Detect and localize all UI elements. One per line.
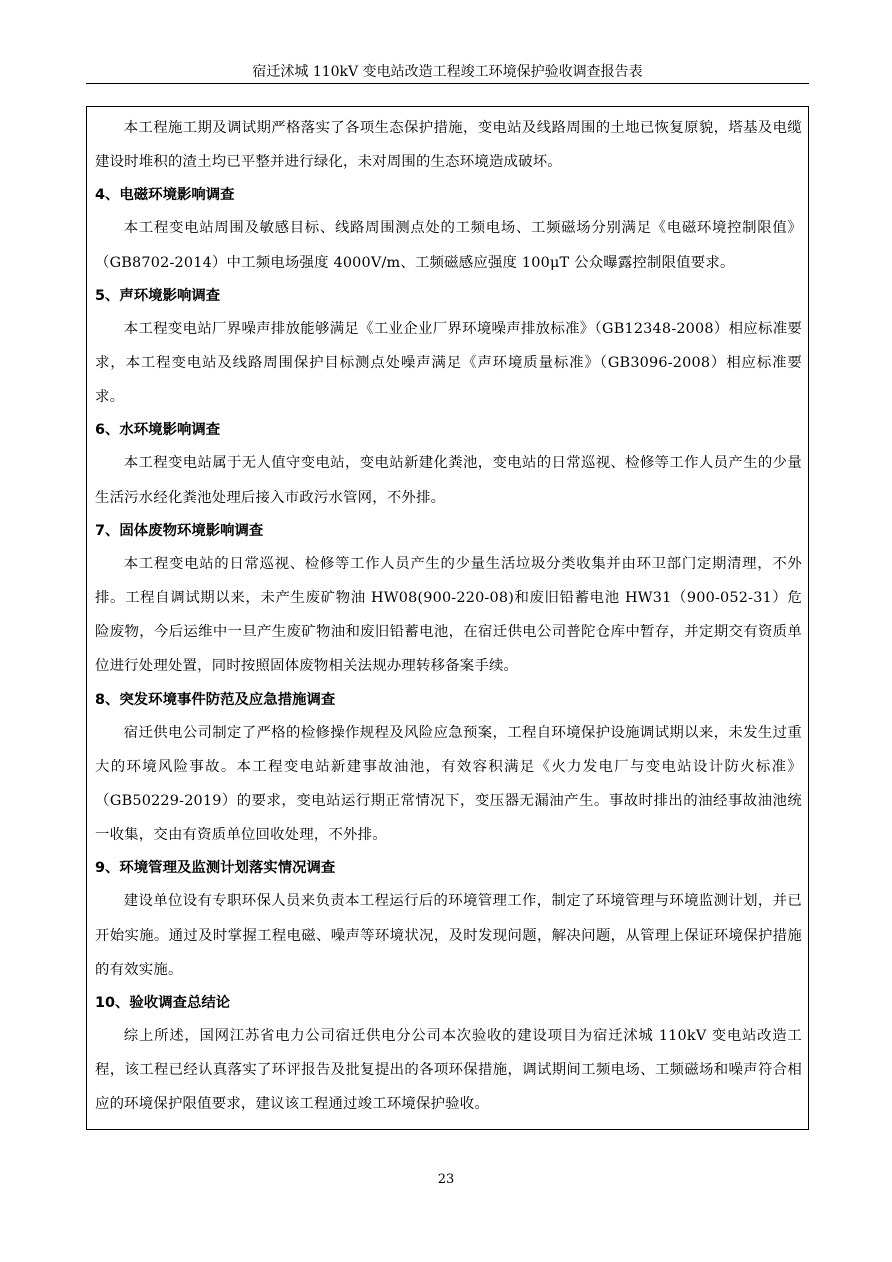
section-heading-emergency: 8、突发环境事件防范及应急措施调查	[95, 691, 336, 708]
section-paragraph-electromagnetic: 本工程变电站周围及敏感目标、线路周围测点处的工频电场、工频磁场分别满足《电磁环境控制限值》（GB8702-2014）中工频电场强度 4000V/m、工频磁感应强度 100μT 公众曝露控制限值要求。	[95, 220, 802, 271]
header-divider	[86, 83, 809, 84]
content-frame	[86, 106, 809, 1130]
section-paragraph-water: 本工程变电站属于无人值守变电站，变电站新建化粪池，变电站的日常巡视、检修等工作人员产生的少量生活污水经化粪池处理后接入市政污水管网，不外排。	[95, 455, 802, 506]
section-paragraph-noise: 本工程变电站厂界噪声排放能够满足《工业企业厂界环境噪声排放标准》（GB12348-2008）相应标准要求，本工程变电站及线路周围保护目标测点处噪声满足《声环境质量标准》（GB3096-2008）相应标准要求。	[95, 320, 802, 406]
intro-paragraph: 本工程施工期及调试期严格落实了各项生态保护措施，变电站及线路周围的土地已恢复原貌，塔基及电缆建设时堆积的渣土均已平整并进行绿化，未对周围的生态环境造成破坏。	[95, 120, 802, 171]
section-paragraph-management: 建设单位设有专职环保人员来负责本工程运行后的环境管理工作，制定了环境管理与环境监测计划，并已开始实施。通过及时掌握工程电磁、噪声等环境状况，及时发现问题，解决问题，从管理上保证环境保护措施的有效实施。	[95, 893, 802, 978]
page-number: 23	[437, 1172, 455, 1187]
section-heading-management: 9、环境管理及监测计划落实情况调查	[95, 860, 336, 877]
section-heading-solid-waste: 7、固体废物环境影响调查	[95, 522, 264, 539]
report-body	[95, 111, 802, 1122]
section-heading-water: 6、水环境影响调查	[95, 422, 221, 439]
section-paragraph-emergency: 宿迁供电公司制定了严格的检修操作规程及风险应急预案，工程自环境保护设施调试期以来，未发生过重大的环境风险事故。本工程变电站新建事故油池，有效容积满足《火力发电厂与变电站设计防火标准》（GB50229-2019）的要求，变电站运行期正常情况下，变压器无漏油产生。事故时排出的油经事故油池统一收集，交由有资质单位回收处理，不外排。	[95, 724, 802, 844]
section-paragraph-solid-waste: 本工程变电站的日常巡视、检修等工作人员产生的少量生活垃圾分类收集并由环卫部门定期清理，不外排。工程自调试期以来，未产生废矿物油 HW08(900-220-08)和废旧铅蓄电池 HW31（900-052-31）危险废物，今后运维中一旦产生废矿物油和废旧铅蓄电池，在宿迁供电公司普陀仓库中暂存，并定期交有资质单位进行处理处置，同时按照固体废物相关法规办理转移备案手续。	[95, 555, 802, 675]
section-heading-electromagnetic: 4、电磁环境影响调查	[95, 187, 235, 204]
section-heading-conclusion: 10、验收调查总结论	[95, 995, 231, 1012]
page-header-title: 宿迁沭城 110kV 变电站改造工程竣工环境保护验收调查报告表	[252, 64, 643, 80]
section-heading-noise: 5、声环境影响调查	[95, 287, 221, 304]
section-paragraph-conclusion: 综上所述，国网江苏省电力公司宿迁供电分公司本次验收的建设项目为宿迁沭城 110kV 变电站改造工程，该工程已经认真落实了环评报告及批复提出的各项环保措施，调试期间工频电场、工频磁场和噪声符合相应的环境保护限值要求，建议该工程通过竣工环境保护验收。	[95, 1028, 802, 1113]
